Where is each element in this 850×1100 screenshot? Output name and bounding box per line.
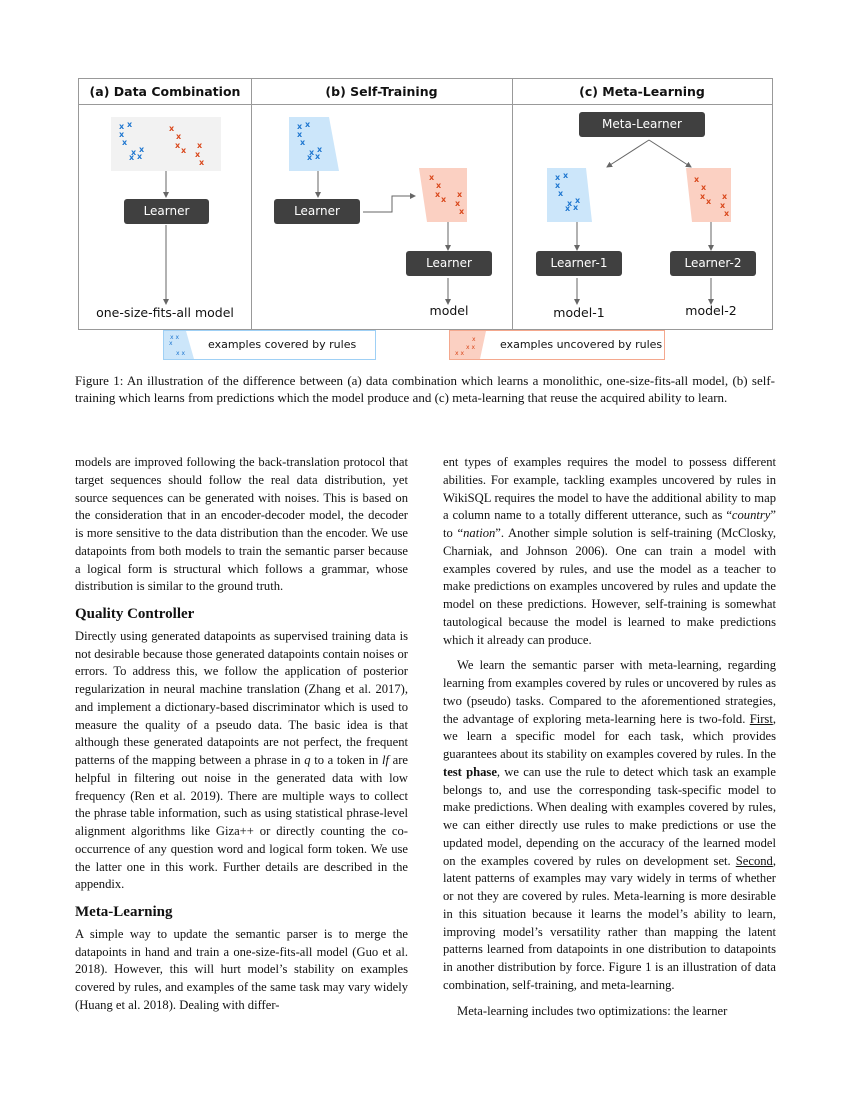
data-point-mark: x [555, 181, 561, 190]
data-point-mark: x [137, 152, 143, 161]
legend-label: examples uncovered by rules [500, 338, 663, 351]
data-point-mark: x [720, 201, 726, 210]
data-point-mark: x [441, 195, 447, 204]
right-column [443, 454, 776, 1020]
data-point-mark: x [195, 150, 201, 159]
data-point-mark: x [300, 138, 306, 147]
data-point-mark: x [724, 209, 730, 218]
panel-title-a: (a) Data Combination [79, 79, 251, 105]
uncovered-swatch-icon [450, 331, 486, 359]
data-point-mark: x [307, 153, 313, 162]
data-point-mark: x [175, 141, 181, 150]
data-point-mark: x [567, 199, 573, 208]
data-point-mark: x [122, 138, 128, 147]
data-point-mark: x [197, 141, 203, 150]
learner-box: Learner [406, 251, 492, 276]
section-heading: Quality Controller [75, 606, 195, 622]
data-point-mark: x [575, 196, 581, 205]
svg-text:x: x [169, 340, 173, 347]
data-point-mark: x [701, 183, 707, 192]
paragraph: Meta-learning includes two optimizations: the learner [457, 1003, 728, 1018]
data-point-mark: x [563, 171, 569, 180]
data-point-mark: x [131, 148, 137, 157]
data-point-mark: x [199, 158, 205, 167]
legend-covered [163, 330, 376, 360]
data-point-mark: x [455, 199, 461, 208]
legend-uncovered [449, 330, 665, 360]
panel-title-b: (b) Self-Training [251, 79, 512, 105]
figure-1 [78, 78, 773, 330]
svg-text:x x: x x [170, 334, 180, 341]
output-label: model-2 [685, 303, 737, 318]
data-point-mark: x [181, 146, 187, 155]
data-point-mark: x [706, 197, 712, 206]
data-point-mark: x [317, 145, 323, 154]
learner-1-box: Learner-1 [536, 251, 622, 276]
data-point-mark: x [565, 204, 571, 213]
data-point-mark: x [694, 175, 700, 184]
covered-swatch-icon [164, 331, 194, 359]
data-point-mark: x [297, 130, 303, 139]
data-point-mark: x [297, 122, 303, 131]
data-point-mark: x [119, 122, 125, 131]
data-point-mark: x [127, 120, 133, 129]
paragraph: We learn the semantic parser with meta-learning, regarding learning from examples covered by rules or uncovered by rules as two (pseudo) tasks. Compared to the aforementioned strategies, the advantage of exploring meta-learning here is two-fold. First, we learn a specific model for each task, which provides guarantees about its stability on examples covered by rules. In the test phase, we can use the rule to detect which task an example belongs to, and use the corresponding task-specific model to make predictions. When dealing with examples covered by rules, we can either directly use rules to make predictions or use the updated model, depending on the accuracy of the learned model on the examples covered by rules on development set. Second, latent patterns of examples may vary widely in terms of whether or not they are covered by rules. Meta-learning is more desirable in this situation because it learns the model’s ability to learn, improving model’s versatility rather than mapping the latent patterns learned from datapoints in one distribution to datapoints in another distribution by force. Figure 1 is an illustration of data combination, self-training, and meta-learning. [443, 658, 776, 992]
legend-label: examples covered by rules [208, 338, 357, 351]
output-label: one-size-fits-all model [96, 305, 234, 320]
data-point-mark: x [429, 173, 435, 182]
data-point-mark: x [129, 153, 135, 162]
paragraph: Directly using generated datapoints as supervised training data is not desirable because those generated datapoints contain noises or errors. To address this, we follow the application of posterior regularization in neural machine translation (Zhang et al. 2017), and implement a dictionary-based discriminator which is used to measure the quality of a pseudo data. The basic idea is that although these generated datapoints are not perfect, the frequent patterns of the mapping between a phrase in q to a token in lf are helpful in filtering out noise in the generated data with low frequency (Ren et al. 2019). There are multiple ways to collect the phrase table information, such as using statistical phrase-level alignment algorithms like Giza++ or directly counting the co-occurrence of any question word and logical form token. We use the latter one in this work. Further details are described in the appendix. [75, 628, 408, 892]
output-label: model [429, 303, 469, 318]
svg-text:x: x [472, 336, 476, 343]
meta-learner-box: Meta-Learner [579, 112, 705, 137]
figure-caption: Figure 1: An illustration of the difference between (a) data combination which learns a monolithic, one-size-fits-all model, (b) self-training which learns from predictions which the model produce and (c) meta-learning that reuse the acquired ability to learn. [75, 373, 775, 405]
data-point-mark: x [176, 132, 182, 141]
svg-text:x x: x x [176, 350, 186, 357]
paragraph: A simple way to update the semantic parser is to merge the datapoints in hand and train a one-size-fits-all model (Guo et al. 2018). However, this will hurt model’s stability on examples covered by rules, and examples of the same task may vary widely (Huang et al. 2018). Dealing with differ- [75, 926, 408, 1012]
panel-title-c: (c) Meta-Learning [512, 79, 772, 105]
data-point-mark: x [457, 190, 463, 199]
data-point-mark: x [139, 145, 145, 154]
learner-box: Learner [274, 199, 360, 224]
learner-box: Learner [124, 199, 209, 224]
section-heading: Meta-Learning [75, 904, 173, 920]
data-point-mark: x [558, 189, 564, 198]
output-label: model-1 [553, 305, 605, 320]
data-point-mark: x [573, 203, 579, 212]
data-point-mark: x [315, 152, 321, 161]
data-point-mark: x [459, 207, 465, 216]
covered-data-block [547, 168, 592, 222]
data-point-mark: x [435, 190, 441, 199]
svg-text:x x: x x [455, 350, 465, 357]
data-point-mark: x [722, 192, 728, 201]
data-point-mark: x [169, 124, 175, 133]
paragraph: ent types of examples requires the model to possess different abilities. For example, tackling examples uncovered by rules in WikiSQL requires the model to have the additional ability to map a column name to a totally different utterance, such as “country” to “nation”. Another simple solution is self-training (McClosky, Charniak, and Johnson 2006). One can train a model with examples covered by rules, and use the model as a teacher to make predictions on examples uncovered by rules and update the model on these predictions. However, self-training is somewhat tautological because the model is learned to make predictions which it already can produce. [443, 455, 776, 647]
learner-2-box: Learner-2 [670, 251, 756, 276]
data-point-mark: x [119, 130, 125, 139]
svg-text:x x: x x [466, 344, 476, 351]
left-column [75, 454, 408, 1015]
data-point-mark: x [700, 192, 706, 201]
data-point-mark: x [436, 181, 442, 190]
paragraph: models are improved following the back-translation protocol that target sequences should follow the real data distribution, yet source sequences can be generated with noises. This is based on the consideration that in an encoder-decoder model, the decoder is more sensitive to the data distribution than the encoder. We use datapoints from both models to train the semantic parser because a logical form is structural which follows a grammar, whose distribution is similar to the ground truth. [75, 455, 408, 594]
data-point-mark: x [305, 120, 311, 129]
data-point-mark: x [309, 148, 315, 157]
data-point-mark: x [555, 173, 561, 182]
